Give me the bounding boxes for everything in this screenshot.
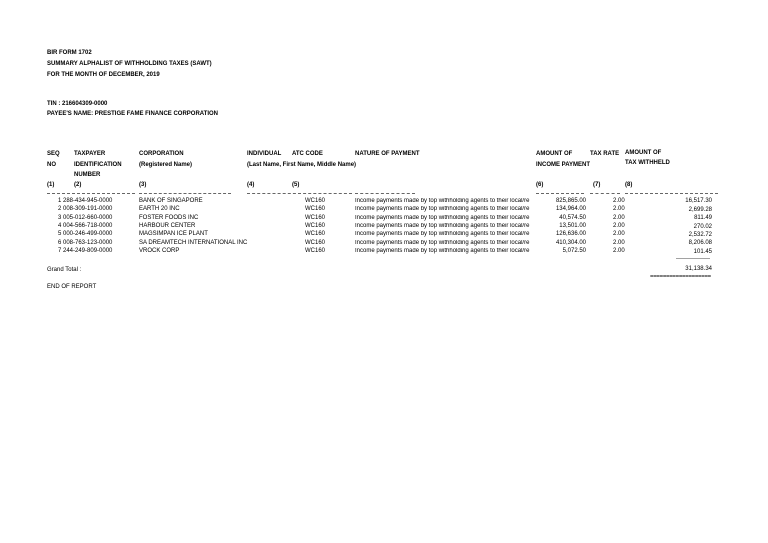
col-individual-name: (Last Name, First Name, Middle Name) bbox=[247, 162, 357, 168]
grand-total-label: Grand Total : bbox=[47, 267, 82, 273]
row-withheld: 270.02 bbox=[693, 224, 712, 230]
separator bbox=[47, 193, 135, 194]
row-tin: 244-249-809-0000 bbox=[63, 248, 113, 254]
col-number-3: (3) bbox=[139, 182, 147, 188]
row-corp: SA DREAMTECH INTERNATIONAL INC bbox=[139, 240, 248, 246]
row-tin: 288-434-945-0000 bbox=[63, 198, 113, 204]
row-tin: 005-012-660-0000 bbox=[63, 215, 113, 221]
row-amount: 134,964.00 bbox=[555, 206, 586, 212]
report-title: SUMMARY ALPHALIST OF WITHHOLDING TAXES (SAWT) bbox=[47, 61, 212, 67]
col-amount-1: AMOUNT OF bbox=[536, 151, 573, 157]
row-seq: 1 bbox=[58, 198, 62, 204]
col-number-2: (2) bbox=[74, 182, 82, 188]
row-atc: WC160 bbox=[305, 248, 326, 254]
row-corp: HARBOUR CENTER bbox=[139, 223, 196, 229]
separator bbox=[355, 193, 415, 194]
col-number-1: (1) bbox=[47, 182, 55, 188]
row-amount: 40,574.50 bbox=[559, 215, 586, 221]
col-corp-1: CORPORATION bbox=[139, 151, 184, 157]
row-withheld: 2,532.72 bbox=[688, 232, 712, 238]
row-withheld: 101.45 bbox=[693, 249, 712, 255]
col-number-7: (7) bbox=[593, 182, 601, 188]
row-rate: 2.00 bbox=[613, 223, 625, 229]
col-withheld-2: TAX WITHHELD bbox=[625, 160, 670, 166]
end-of-report: END OF REPORT bbox=[47, 284, 97, 290]
separator bbox=[536, 193, 584, 194]
row-rate: 2.00 bbox=[613, 198, 625, 204]
row-nature: Income payments made by top withholding agents to their local/re bbox=[355, 198, 530, 204]
col-corp-2: (Registered Name) bbox=[139, 162, 193, 168]
row-atc: WC160 bbox=[305, 240, 326, 246]
row-corp: FOSTER FOODS INC bbox=[139, 215, 199, 221]
payee-name: PAYEE'S NAME: PRESTIGE FAME FINANCE CORPORATION bbox=[47, 111, 218, 117]
row-corp: VROCK CORP bbox=[139, 248, 180, 254]
row-seq: 3 bbox=[58, 215, 62, 221]
row-atc: WC160 bbox=[305, 215, 326, 221]
col-taxpayer-3: NUMBER bbox=[74, 172, 101, 178]
row-nature: Income payments made by top withholding agents to their local/re bbox=[355, 206, 530, 212]
row-atc: WC160 bbox=[305, 206, 326, 212]
row-nature: Income payments made by top withholding agents to their local/re bbox=[355, 240, 530, 246]
row-amount: 825,865.00 bbox=[555, 198, 586, 204]
col-atc: ATC CODE bbox=[292, 151, 323, 157]
row-withheld: 2,699.28 bbox=[688, 207, 712, 213]
row-seq: 7 bbox=[58, 248, 62, 254]
form-number: BIR FORM 1702 bbox=[47, 50, 92, 56]
col-taxpayer-2: IDENTIFICATION bbox=[74, 162, 122, 168]
row-nature: Income payments made by top withholding agents to their local/re bbox=[355, 231, 530, 237]
row-withheld: 811.49 bbox=[694, 215, 712, 221]
col-amount-2: INCOME PAYMENT bbox=[536, 162, 591, 168]
row-nature: Income payments made by top withholding agents to their local/re bbox=[355, 223, 530, 229]
separator bbox=[590, 193, 620, 194]
total-rule: =================== bbox=[650, 274, 711, 280]
row-rate: 2.00 bbox=[613, 206, 625, 212]
col-number-8: (8) bbox=[625, 182, 633, 188]
separator bbox=[625, 193, 718, 194]
row-amount: 13,501.00 bbox=[559, 223, 586, 229]
report-period: FOR THE MONTH OF DECEMBER, 2019 bbox=[47, 72, 160, 78]
col-number-6: (6) bbox=[536, 182, 544, 188]
row-amount: 126,636.00 bbox=[555, 231, 586, 237]
row-rate: 2.00 bbox=[613, 215, 625, 221]
row-rate: 2.00 bbox=[613, 240, 625, 246]
col-withheld-1: AMOUNT OF bbox=[625, 150, 662, 156]
row-nature: Income payments made by top withholding agents to their local/re bbox=[355, 215, 530, 221]
row-tin: 008-309-191-0000 bbox=[63, 206, 113, 212]
col-taxpayer-1: TAXPAYER bbox=[74, 151, 106, 157]
row-corp: EARTH 20 INC bbox=[139, 206, 180, 212]
row-tin: 008-763-123-0000 bbox=[63, 240, 113, 246]
row-corp: BANK OF SINGAPORE bbox=[139, 198, 203, 204]
row-seq: 5 bbox=[58, 231, 62, 237]
separator bbox=[247, 193, 352, 194]
row-amount: 410,304.00 bbox=[555, 240, 586, 246]
row-amount: 5,072.50 bbox=[562, 248, 586, 254]
col-number-4: (4) bbox=[247, 182, 255, 188]
row-withheld: 8,206.08 bbox=[688, 240, 712, 246]
col-individual: INDIVIDUAL bbox=[247, 151, 282, 157]
row-seq: 4 bbox=[58, 223, 62, 229]
row-rate: 2.00 bbox=[613, 231, 625, 237]
row-tin: 004-566-718-0000 bbox=[63, 223, 113, 229]
row-seq: 2 bbox=[58, 206, 62, 212]
row-nature: Income payments made by top withholding agents to their local/re bbox=[355, 248, 530, 254]
col-seq-2: NO bbox=[47, 162, 56, 168]
row-corp: MAGSIMPAN ICE PLANT bbox=[139, 231, 208, 237]
row-seq: 6 bbox=[58, 240, 62, 246]
col-nature: NATURE OF PAYMENT bbox=[355, 151, 420, 157]
payee-tin: TIN : 216604309-0000 bbox=[47, 101, 108, 107]
subtotal-rule: ----------------- bbox=[676, 256, 710, 262]
row-rate: 2.00 bbox=[613, 248, 625, 254]
row-atc: WC160 bbox=[305, 223, 326, 229]
col-taxrate: TAX RATE bbox=[590, 151, 620, 157]
col-number-5: (5) bbox=[292, 182, 300, 188]
row-withheld: 16,517.30 bbox=[685, 198, 712, 204]
col-seq-1: SEQ bbox=[47, 151, 60, 157]
grand-total-value: 31,138.34 bbox=[685, 266, 712, 272]
row-atc: WC160 bbox=[305, 198, 326, 204]
separator bbox=[139, 193, 231, 194]
row-atc: WC160 bbox=[305, 231, 326, 237]
row-tin: 000-246-499-0000 bbox=[63, 231, 113, 237]
